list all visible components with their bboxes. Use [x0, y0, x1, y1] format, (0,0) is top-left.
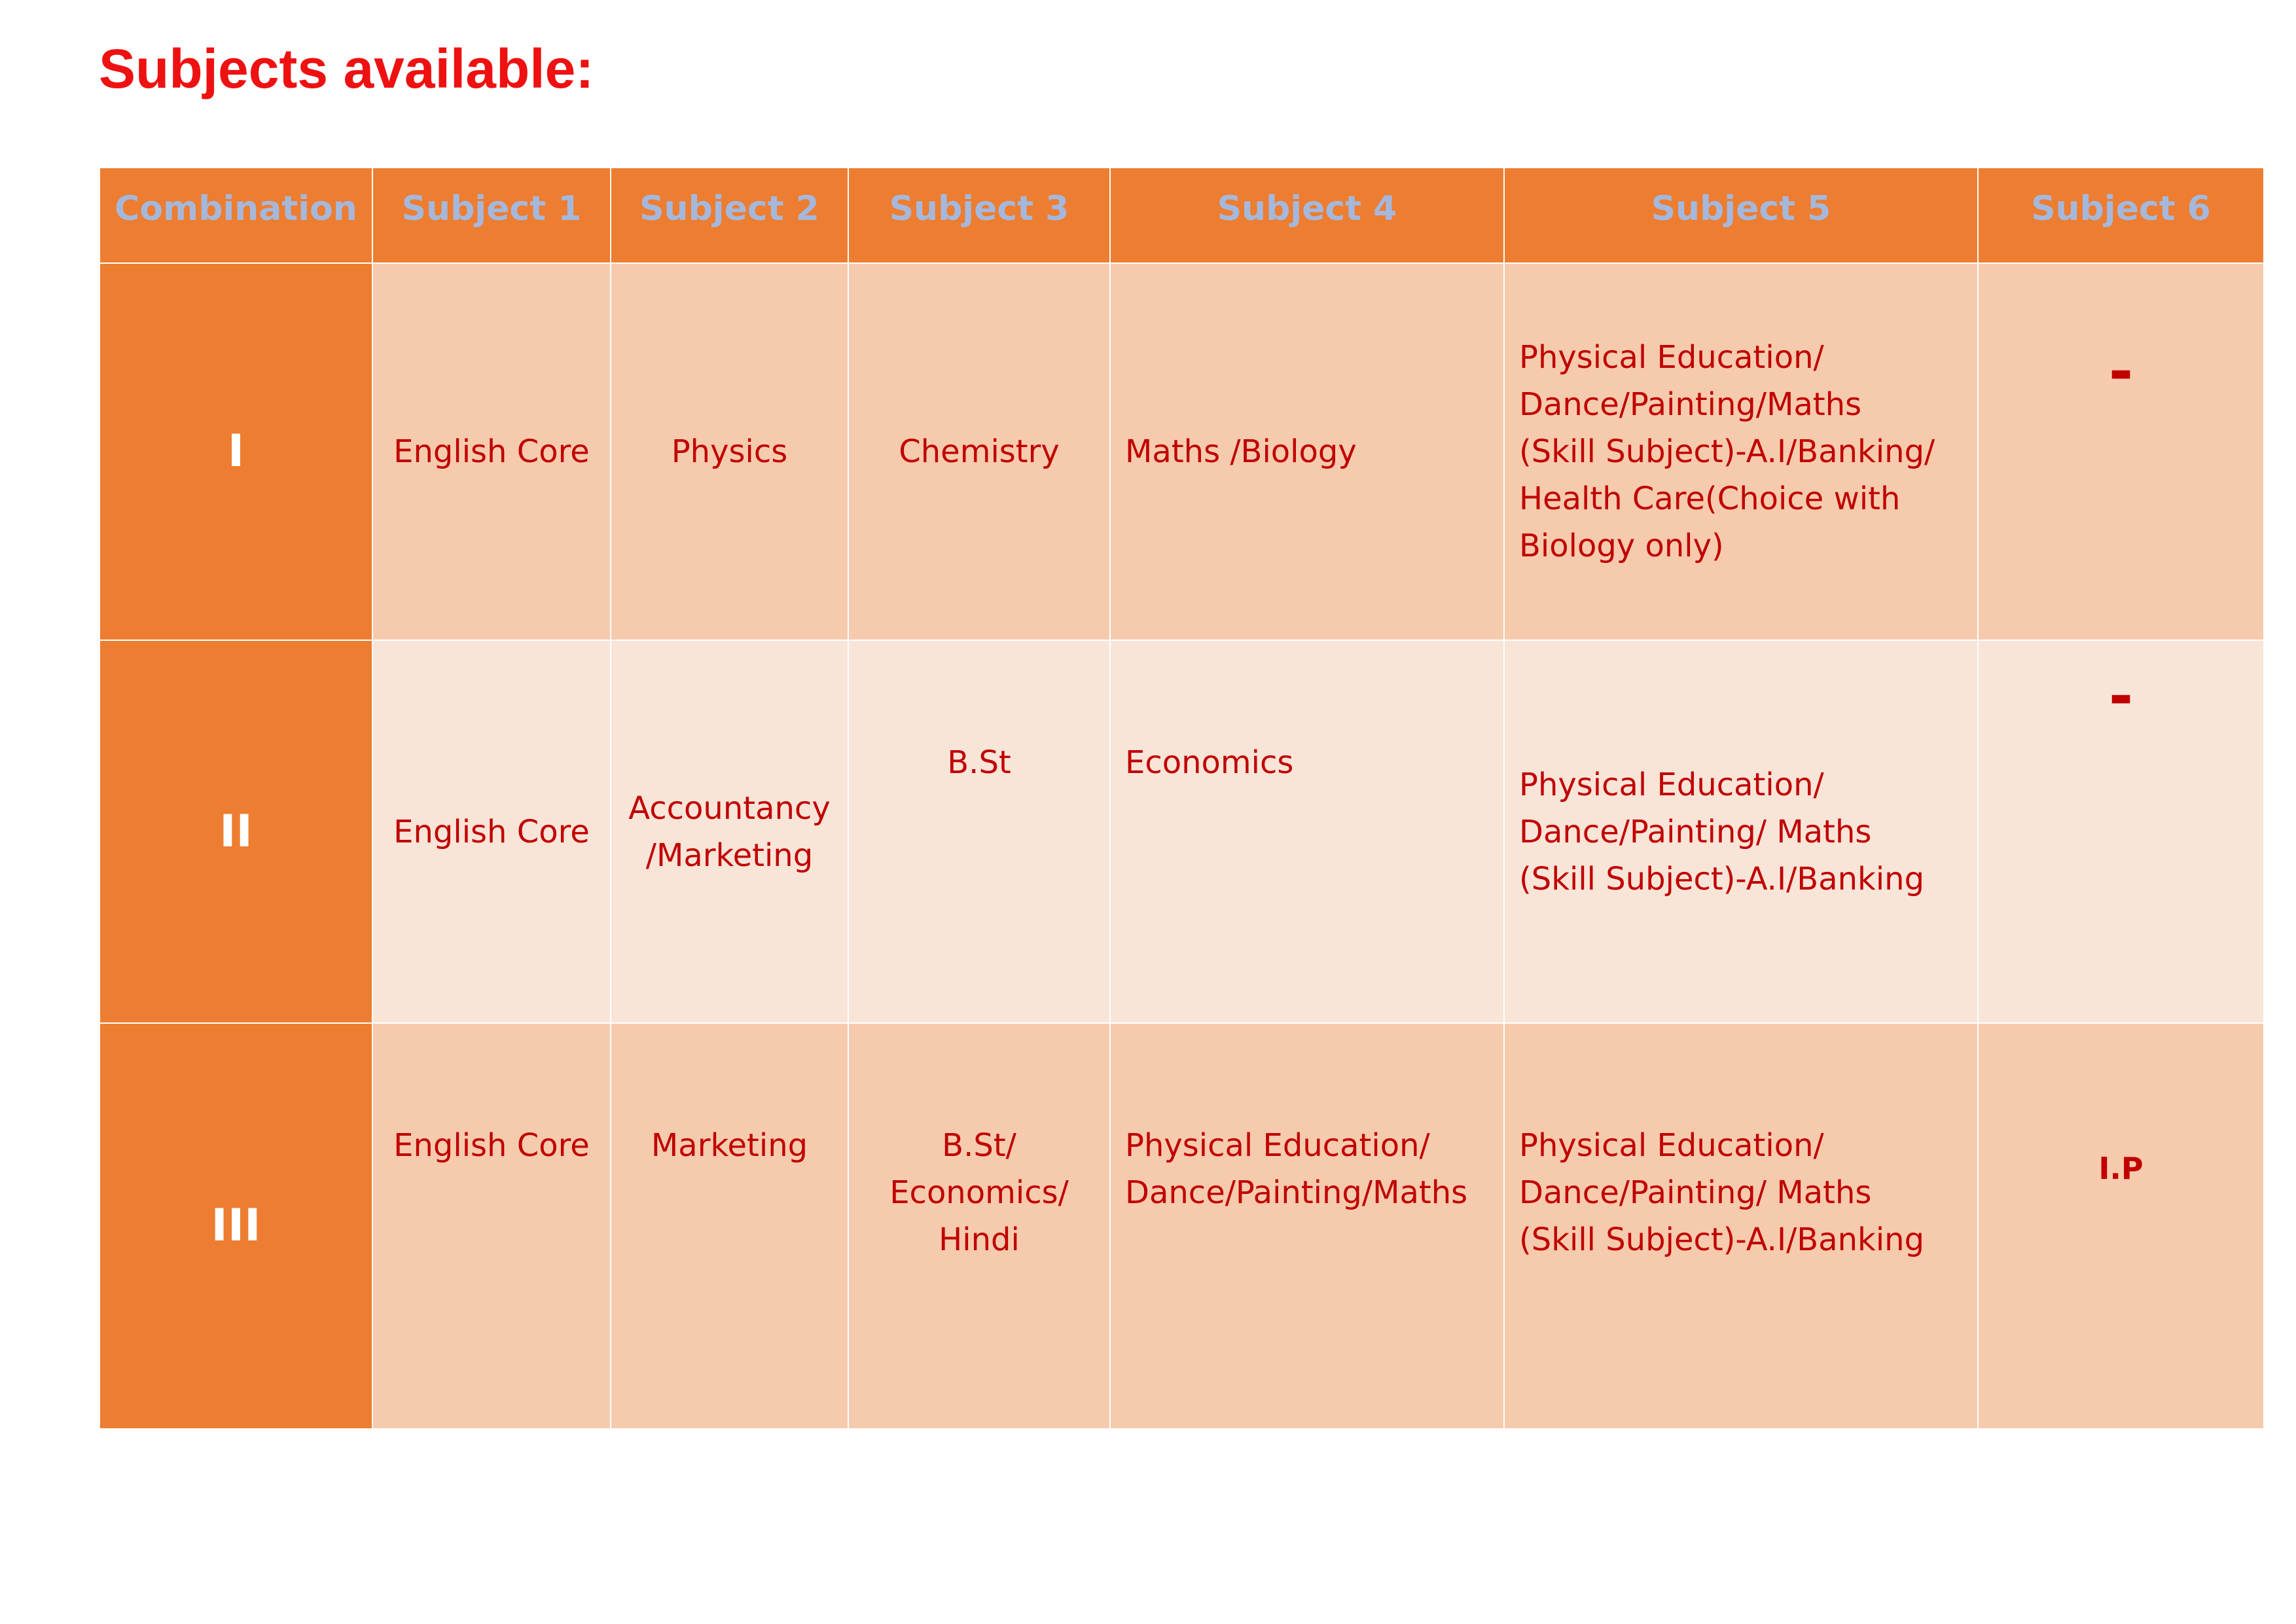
table-header-row	[99, 168, 2264, 263]
subject-1-cell: English Core	[372, 263, 611, 640]
subject-2-cell: Marketing	[611, 1023, 848, 1429]
page-title: Subjects available:	[99, 38, 594, 99]
subject-6-cell: I.P	[1978, 1023, 2264, 1429]
header-subject-2: Subject 2	[611, 168, 848, 263]
subjects-table	[99, 167, 2265, 1430]
subject-4-cell: Physical Education/ Dance/Painting/Maths	[1110, 1023, 1504, 1429]
subject-5-cell: Physical Education/ Dance/Painting/Maths (Skill Subject)-A.I/Banking/ Health Care(Choice with Biology only)	[1504, 263, 1978, 640]
subject-6-cell: -	[1978, 263, 2264, 640]
table-row	[99, 1023, 2264, 1429]
header-subject-5: Subject 5	[1504, 168, 1978, 263]
table-row	[99, 640, 2264, 1023]
subject-3-cell: Chemistry	[848, 263, 1110, 640]
header-subject-4: Subject 4	[1110, 168, 1504, 263]
table-row	[99, 263, 2264, 640]
subject-3-cell: B.St/ Economics/ Hindi	[848, 1023, 1110, 1429]
combination-cell: III	[99, 1023, 372, 1429]
subject-5-cell: Physical Education/ Dance/Painting/ Maths (Skill Subject)-A.I/Banking	[1504, 640, 1978, 1023]
header-subject-3: Subject 3	[848, 168, 1110, 263]
subject-2-cell: Accountancy /Marketing	[611, 640, 848, 1023]
subject-4-cell: Economics	[1110, 640, 1504, 1023]
header-combination: Combination	[99, 168, 372, 263]
combination-cell: I	[99, 263, 372, 640]
combination-cell: II	[99, 640, 372, 1023]
header-subject-6: Subject 6	[1978, 168, 2264, 263]
header-subject-1: Subject 1	[372, 168, 611, 263]
subject-1-cell: English Core	[372, 1023, 611, 1429]
subject-6-cell: -	[1978, 640, 2264, 1023]
subject-3-cell: B.St	[848, 640, 1110, 1023]
subject-2-cell: Physics	[611, 263, 848, 640]
subject-5-cell: Physical Education/ Dance/Painting/ Maths (Skill Subject)-A.I/Banking	[1504, 1023, 1978, 1429]
subject-4-cell: Maths /Biology	[1110, 263, 1504, 640]
subject-1-cell: English Core	[372, 640, 611, 1023]
